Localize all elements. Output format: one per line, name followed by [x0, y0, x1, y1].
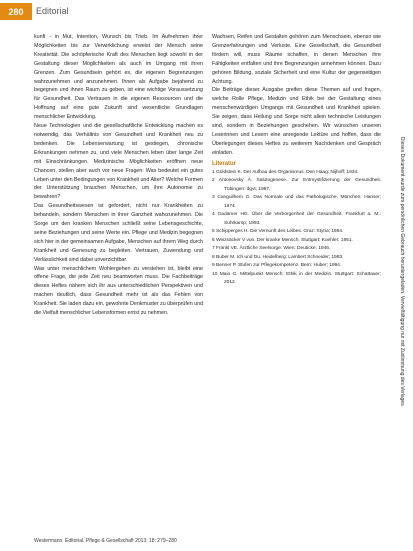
reference-item: 7 Frankl VE. Ärztliche Seelsorge. Wien: Deuticke; 1946.	[212, 246, 331, 252]
body-paragraph: kunft - in Mut, Intention, Wunsch bis Trieb. Im Aufnehmen ihrer Möglichkeiten bis zur Verwirklichung erweist der Mensch seine Kreativität. Die schöpferische Kraft des Menschen liegt sowohl in der Gestaltung dieser Möglichkeiten als auch im Umgang mit ihren Grenzen. Zum Gesundsein gehört es, die eigenen Begrenzungen wahrzunehmen und anzunehmen. Ihnen als Aufgabe bejahend zu begegnen und ihnen Raum zu geben, ist eine wichtige Voraussetzung für Gesundheit. Das Vertrauen in die eigenen Ressourcen und die Hoffnung auf eine gute Zukunft sind wesentliche Grundlagen menschlicher Entwicklung.	[34, 34, 203, 121]
page-number: 280	[0, 3, 32, 20]
footer-citation: Westermann. Editorial. Pflege & Gesellschaft 2013; 18: 279–280	[34, 538, 177, 544]
reference-item: 10 Maio G. Mittelpunkt Mensch: Ethik in der Medizin. Stuttgart: Schattauer; 2012.	[212, 271, 381, 286]
reference-item: 1 Goldstein K. Der Aufbau des Organismus. Den Haag: Nijhoff; 1934.	[212, 169, 359, 175]
body-paragraph: Wachsen, Reifen und Gestalten gehören zum Menschsein, ebenso wie Grenzerfahrungen und Verluste. Eine Gesellschaft, die Gesundheit fördern will, muss Räume schaffen, in denen Menschen ihre Fähigkeiten entfalten und ihre Begrenzungen annehmen können. Dazu gehören Bildung, soziale Sicherheit und eine Kultur der gegenseitigen Achtung.	[212, 34, 381, 85]
copyright-sidebar	[397, 22, 407, 522]
right-column	[212, 33, 381, 288]
body-paragraph: Neue Technologien und die gesellschaftliche Entwicklung machen es notwendig, das Verhältnis von Gesundheit und Krankheit neu zu bedenken. Die Lebenserwartung ist gestiegen, chronische Erkrankungen nehmen zu, und viele Menschen leben über lange Zeit mit Einschränkungen. Medizinische Möglichkeiten eröffnen neue Chancen, stellen aber auch vor neue Fragen: Was bedeutet ein gutes Leben unter den Bedingungen von Krankheit und Alter? Welche Formen der Unterstützung brauchen Menschen, um ihre Autonomie zu bewahren?	[34, 123, 203, 201]
reference-item: 3 Canguilhem G. Das Normale und das Pathologische. München: Hanser; 1974.	[212, 195, 381, 209]
body-paragraph: Was unter menschlichem Wohlergehen zu verstehen ist, bleibt eine offene Frage, die jede Zeit neu beantworten muss. Die Fachbeiträge dieses Heftes nähern sich ihr aus unterschiedlichen Perspektiven und machen deutlich, dass Gesundheit mehr ist als das Fehlen von Krankheit. Sie laden dazu ein, gewohnte Denkmuster zu überprüfen und die Vielfalt menschlicher Lebensformen ernst zu nehmen.	[34, 265, 203, 317]
body-paragraph: Die Beiträge dieser Ausgabe greifen diese Themen auf und fragen, welche Rolle Pflege, Medizin und Ethik bei der Gestaltung eines menschenwürdigen Umgangs mit Gesundheit und Krankheit spielen. Sie zeigen, dass Heilung und Sorge nicht allein technische Leistungen sind, sondern in Beziehungen geschehen. Wir wünschen unseren Leserinnen und Lesern eine anregende Lektüre und hoffen, dass die Überlegungen dieses Heftes zu weiterem Nachdenken und Gespräch einladen.	[212, 87, 381, 156]
reference-item: 8 Buber M. Ich und Du. Heidelberg: Lambert Schneider; 1983.	[212, 254, 344, 260]
copyright-notice: Dieses Dokument wurde zum persönlichen Gebrauch heruntergeladen. Vervielfältigung nur mit Zustimmung des Verlages.	[399, 136, 405, 408]
reference-item: 4 Gadamer HG. Über die Verborgenheit der Gesundheit. Frankfurt a. M.: Suhrkamp; 1993.	[212, 212, 381, 226]
literature-heading: Literatur	[212, 160, 236, 167]
reference-item: 2 Antonovsky A. Salutogenese. Zur Entmystifizierung der Gesundheit. Tübingen: dgvt; 1997.	[212, 178, 381, 192]
body-paragraph: Das Gesundheitswesen ist gefordert, nicht nur Krankheiten zu behandeln, sondern Menschen in ihrer Ganzheit wahrzunehmen. Die Sorge um den kranken Menschen schließt seine Lebensgeschichte, seine Beziehungen und seine Werte ein. Pflege und Medizin begegnen sich hier in der gemeinsamen Aufgabe, Menschen auf ihrem Weg durch Krankheit und Genesung zu begleiten. Vertrauen, Zuwendung und Verlässlichkeit sind dabei unverzichtbar.	[34, 203, 203, 263]
reference-list	[212, 169, 381, 288]
section-title: Editorial	[36, 6, 69, 16]
reference-item: 6 Weizsäcker V von. Der kranke Mensch. Stuttgart: Koehler; 1951.	[212, 237, 353, 243]
page-header	[0, 0, 413, 20]
reference-item: 5 Schipperges H. Die Vernunft des Leibes. Graz: Styria; 1984.	[212, 229, 344, 235]
reference-item: 9 Benner P. Stufen zur Pflegekompetenz. Bern: Huber; 1994.	[212, 263, 342, 269]
left-column	[34, 33, 203, 318]
